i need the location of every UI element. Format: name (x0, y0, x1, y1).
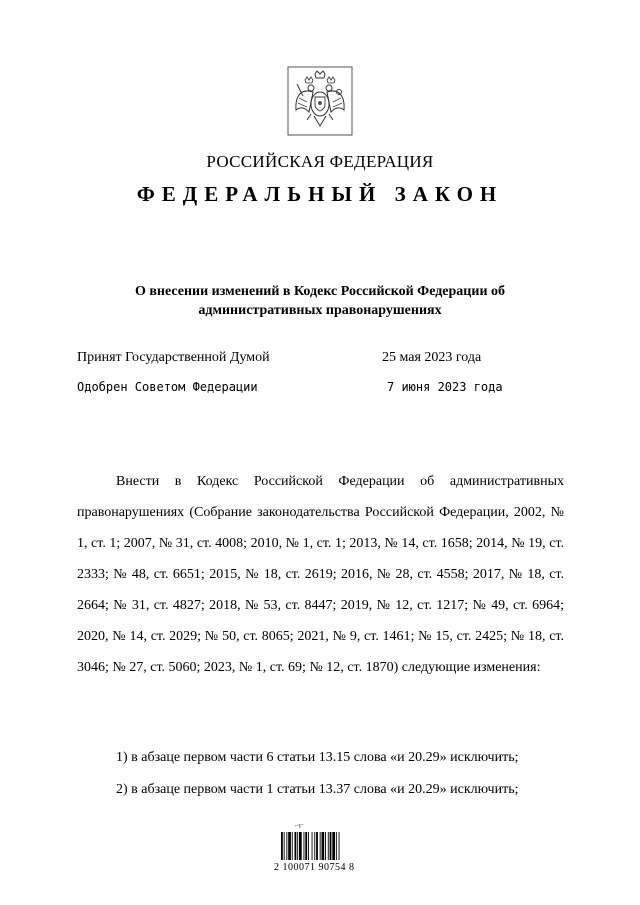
coat-of-arms-icon (287, 66, 353, 136)
svg-text:~ȝ~: ~ȝ~ (294, 822, 305, 830)
barcode-bar (332, 832, 335, 860)
barcode-bar (325, 832, 326, 860)
amendment-item-2: 2) в абзаце первом части 1 статьи 13.37 слова «и 20.29» исключить; (116, 782, 519, 797)
document-title: О внесении изменений в Кодекс Российской Федерации об административных правонарушениях (134, 284, 506, 318)
law-body (77, 466, 564, 683)
barcode-bar (312, 832, 313, 860)
barcode-bar (284, 832, 285, 860)
barcode-bar (305, 832, 307, 860)
barcode-bar (336, 832, 337, 860)
council-label: Одобрен Советом Федерации (77, 380, 258, 394)
country-name: РОССИЙСКАЯ ФЕДЕРАЦИЯ (206, 152, 434, 171)
barcode-bar (292, 832, 293, 860)
barcode-bar (328, 832, 329, 860)
barcode-bar (281, 832, 283, 860)
barcode-bar (295, 832, 297, 860)
barcode-bar (330, 832, 332, 860)
barcode-bar (299, 832, 302, 860)
barcode-bar (320, 832, 321, 860)
document-type: ФЕДЕРАЛЬНЫЙ ЗАКОН (136, 182, 504, 206)
barcode-bar (322, 832, 325, 860)
council-date: 7 июня 2023 года (387, 380, 503, 394)
intro-paragraph: Внести в Кодекс Российской Федерации об административных правонарушениях (Собрание законодательства Российской Федерации, 2002, № 1, ст. 1; 2007, № 31, ст. 4008; 2010, № 1, ст. 1; 2013, № 14, ст. 1658; 2014, № 19, ст. 2333; № 48, ст. 6651; 2015, № 18, ст. 2619; 2016, № 28, ст. 4558; 2017, № 18, ст. 2664; № 31, ст. 4827; 2018, № 53, ст. 8447; 2019, № 12, ст. 1217; № 49, ст. 6964; 2020, № 14, ст. 2029; № 50, ст. 8065; 2021, № 9, ст. 1461; № 15, ст. 2425; № 18, ст. 3046; № 27, ст. 5060; 2023, № 1, ст. 69; № 12, ст. 1870) следующие изменения: (77, 474, 564, 675)
barcode-bar (286, 832, 287, 860)
barcode-bar (316, 832, 318, 860)
barcode-bar (288, 832, 291, 860)
barcode-bar (339, 832, 340, 860)
barcode-number: 2 100071 90754 8 (274, 862, 355, 873)
amendment-item-1: 1) в абзаце первом части 6 статьи 13.15 слова «и 20.29» исключить; (116, 750, 519, 765)
council-approval-row (77, 380, 517, 400)
barcode-bar (308, 832, 309, 860)
barcode-bar (304, 832, 305, 860)
duma-label: Принят Государственной Думой (77, 350, 270, 365)
barcode-bar (297, 832, 298, 860)
barcode-bar (314, 832, 315, 860)
duma-adoption-row (77, 350, 517, 370)
duma-date: 25 мая 2023 года (382, 350, 482, 365)
